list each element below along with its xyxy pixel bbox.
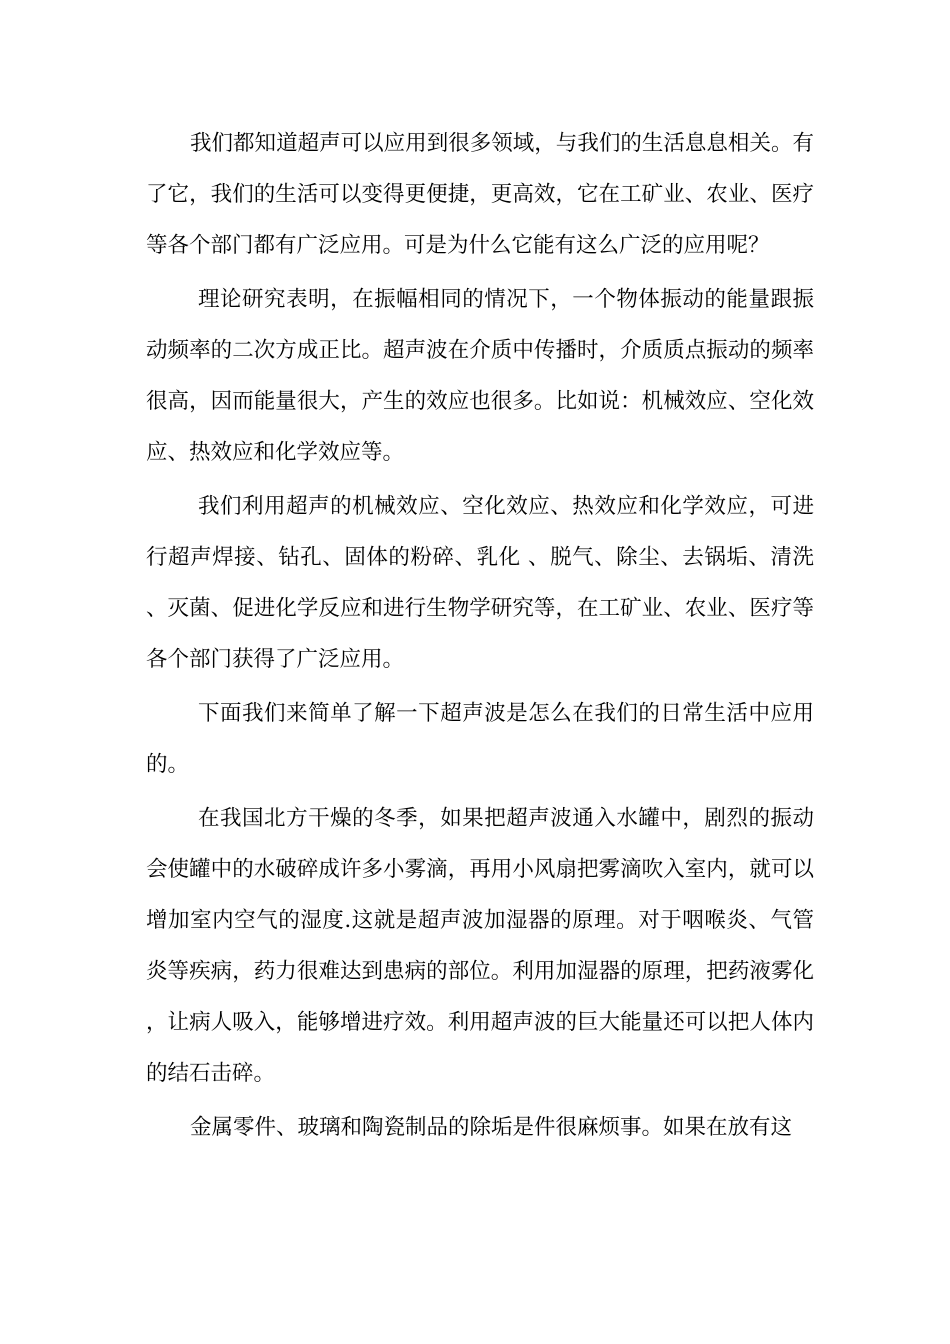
paragraph-3: 我们利用超声的机械效应、空化效应、热效应和化学效应，可进行超声焊接、钻孔、固体的粉碎、乳化 、脱气、除尘、去锅垢、清洗、灭菌、促进化学反应和进行生物学研究等，在工矿业、农业、医疗等各个部门获得了广泛应用。: [146, 494, 814, 672]
paragraph-5: 在我国北方干燥的冬季，如果把超声波通入水罐中，剧烈的振动会使罐中的水破碎成许多小雾滴，再用小风扇把雾滴吹入室内，就可以增加室内空气的湿度.这就是超声波加湿器的原理。对于咽喉炎、气管炎等疾病，药力很难达到患病的部位。利用加湿器的原理，把药液雾化，让病人吸入，能够增进疗效。利用超声波的巨大能量还可以把人体内的结石击碎。: [146, 806, 814, 1086]
paragraph-6: 金属零件、玻璃和陶瓷制品的除垢是件很麻烦事。如果在放有这: [190, 1115, 793, 1140]
paragraph-4: 下面我们来简单了解一下超声波是怎么在我们的日常生活中应用的。: [146, 701, 814, 777]
paragraph-2: 理论研究表明，在振幅相同的情况下，一个物体振动的能量跟振动频率的二次方成正比。超声波在介质中传播时，介质质点振动的频率很高，因而能量很大，产生的效应也很多。比如说：机械效应、空化效应、热效应和化学效应等。: [146, 287, 814, 465]
paragraph-1: 我们都知道超声可以应用到很多领域，与我们的生活息息相关。有了它，我们的生活可以变得更便捷，更高效，它在工矿业、农业、医疗等各个部门都有广泛应用。可是为什么它能有这么广泛的应用呢？: [146, 131, 814, 258]
document-body: [146, 118, 814, 1156]
